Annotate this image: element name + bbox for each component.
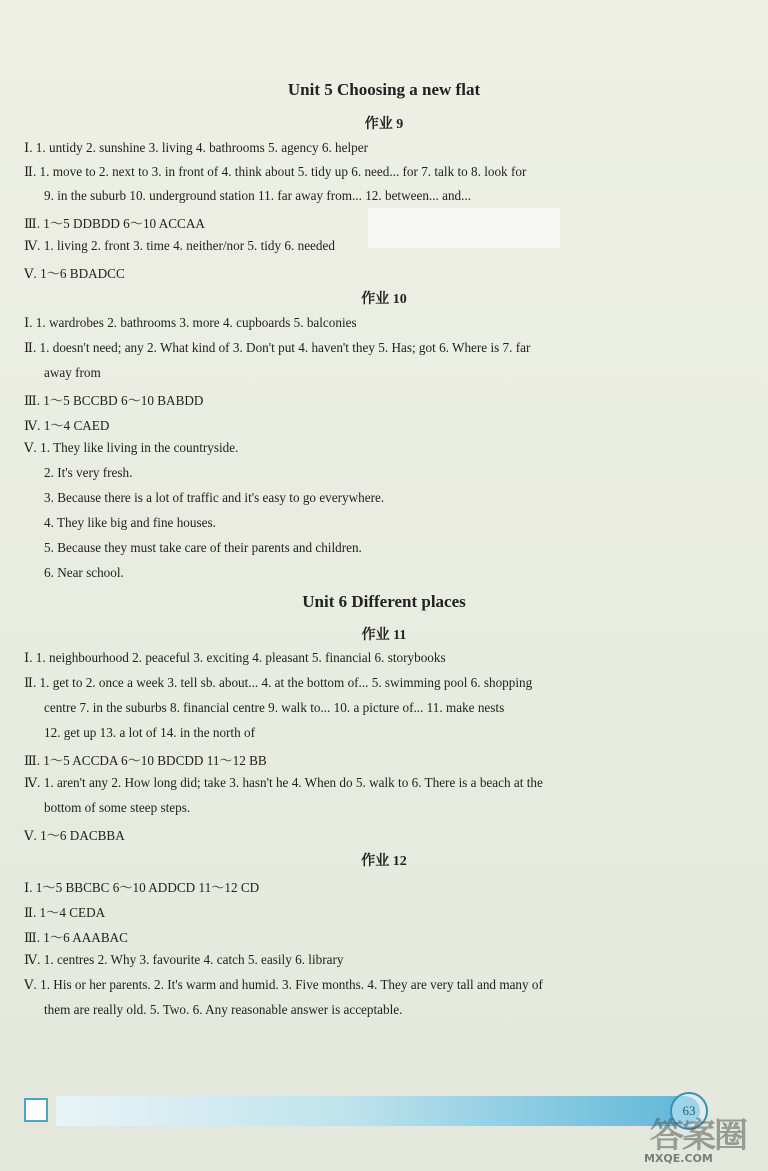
- hw10-section-2-cont: away from: [44, 365, 101, 380]
- redaction-box: [368, 208, 560, 248]
- hw10-section-2: Ⅱ. 1. doesn't need; any 2. What kind of 3. Don't put 4. haven't they 5. Has; got 6. Where is 7. far: [24, 340, 531, 355]
- hw11-title: 作业 11: [361, 628, 407, 643]
- hw10-section-5-2: 2. It's very fresh.: [44, 465, 133, 480]
- watermark-url: MXQE.COM: [644, 1152, 713, 1165]
- footer-bar: [56, 1096, 700, 1126]
- hw12-title: 作业 12: [361, 854, 407, 869]
- hw10-section-5-3: 3. Because there is a lot of traffic and it's easy to go everywhere.: [44, 490, 385, 505]
- hw12-section-5: Ⅴ. 1. His or her parents. 2. It's warm and humid. 3. Five months. 4. They are very tall and many of: [24, 977, 543, 992]
- corner-square-icon: [24, 1098, 48, 1122]
- watermark-logo: 答案圈: [650, 1116, 746, 1156]
- page-number: 63: [670, 1092, 708, 1130]
- hw10-section-5-1: Ⅴ. 1. They like living in the countryside.: [24, 440, 239, 455]
- hw9-section-1: Ⅰ. 1. untidy 2. sunshine 3. living 4. bathrooms 5. agency 6. helper: [24, 140, 369, 155]
- hw11-section-2-cont: centre 7. in the suburbs 8. financial centre 9. walk to... 10. a picture of... 11. make nests: [44, 700, 505, 715]
- hw12-section-5-cont: them are really old. 5. Two. 6. Any reasonable answer is acceptable.: [44, 1002, 403, 1017]
- hw11-section-1: Ⅰ. 1. neighbourhood 2. peaceful 3. exciting 4. pleasant 5. financial 6. storybooks: [24, 650, 446, 665]
- hw10-section-5-5: 5. Because they must take care of their parents and children.: [44, 540, 362, 555]
- hw10-section-5-6: 6. Near school.: [44, 565, 124, 580]
- hw11-section-5: Ⅴ. 1～6 DACBBA: [24, 828, 125, 843]
- hw10-section-3: Ⅲ. 1～5 BCCBD 6～10 BABDD: [24, 393, 204, 408]
- hw12-section-2: Ⅱ. 1～4 CEDA: [24, 905, 106, 920]
- hw11-section-4: Ⅳ. 1. aren't any 2. How long did; take 3. hasn't he 4. When do 5. walk to 6. There is a beach at the: [24, 775, 543, 790]
- hw10-title: 作业 10: [361, 292, 407, 307]
- hw11-section-2: Ⅱ. 1. get to 2. once a week 3. tell sb. about... 4. at the bottom of... 5. swimming pool 6. shopping: [24, 675, 533, 690]
- hw9-title: 作业 9: [364, 117, 404, 132]
- hw9-section-4: Ⅳ. 1. living 2. front 3. time 4. neither/nor 5. tidy 6. needed: [24, 238, 335, 253]
- hw9-section-2: Ⅱ. 1. move to 2. next to 3. in front of 4. think about 5. tidy up 6. need... for 7. talk to 8. look for: [24, 164, 527, 179]
- hw11-section-3: Ⅲ. 1～5 ACCDA 6～10 BDCDD 11～12 BB: [24, 753, 267, 768]
- hw9-section-2-cont: 9. in the suburb 10. underground station 11. far away from... 12. between... and...: [44, 188, 472, 203]
- hw12-section-4: Ⅳ. 1. centres 2. Why 3. favourite 4. catch 5. easily 6. library: [24, 952, 344, 967]
- hw10-section-1: Ⅰ. 1. wardrobes 2. bathrooms 3. more 4. cupboards 5. balconies: [24, 315, 357, 330]
- hw11-section-4-cont: bottom of some steep steps.: [44, 800, 191, 815]
- unit5-title: Unit 5 Choosing a new flat: [287, 80, 481, 99]
- hw12-section-1: Ⅰ. 1～5 BBCBC 6～10 ADDCD 11～12 CD: [24, 880, 260, 895]
- hw11-section-2-cont2: 12. get up 13. a lot of 14. in the north of: [44, 725, 255, 740]
- hw9-section-5: Ⅴ. 1～6 BDADCC: [24, 266, 125, 281]
- hw9-section-3: Ⅲ. 1～5 DDBDD 6～10 ACCAA: [24, 216, 205, 231]
- unit6-title: Unit 6 Different places: [302, 592, 466, 611]
- hw10-section-4: Ⅳ. 1～4 CAED: [24, 418, 110, 433]
- hw10-section-5-4: 4. They like big and fine houses.: [44, 515, 216, 530]
- hw12-section-3: Ⅲ. 1～6 AAABAC: [24, 930, 128, 945]
